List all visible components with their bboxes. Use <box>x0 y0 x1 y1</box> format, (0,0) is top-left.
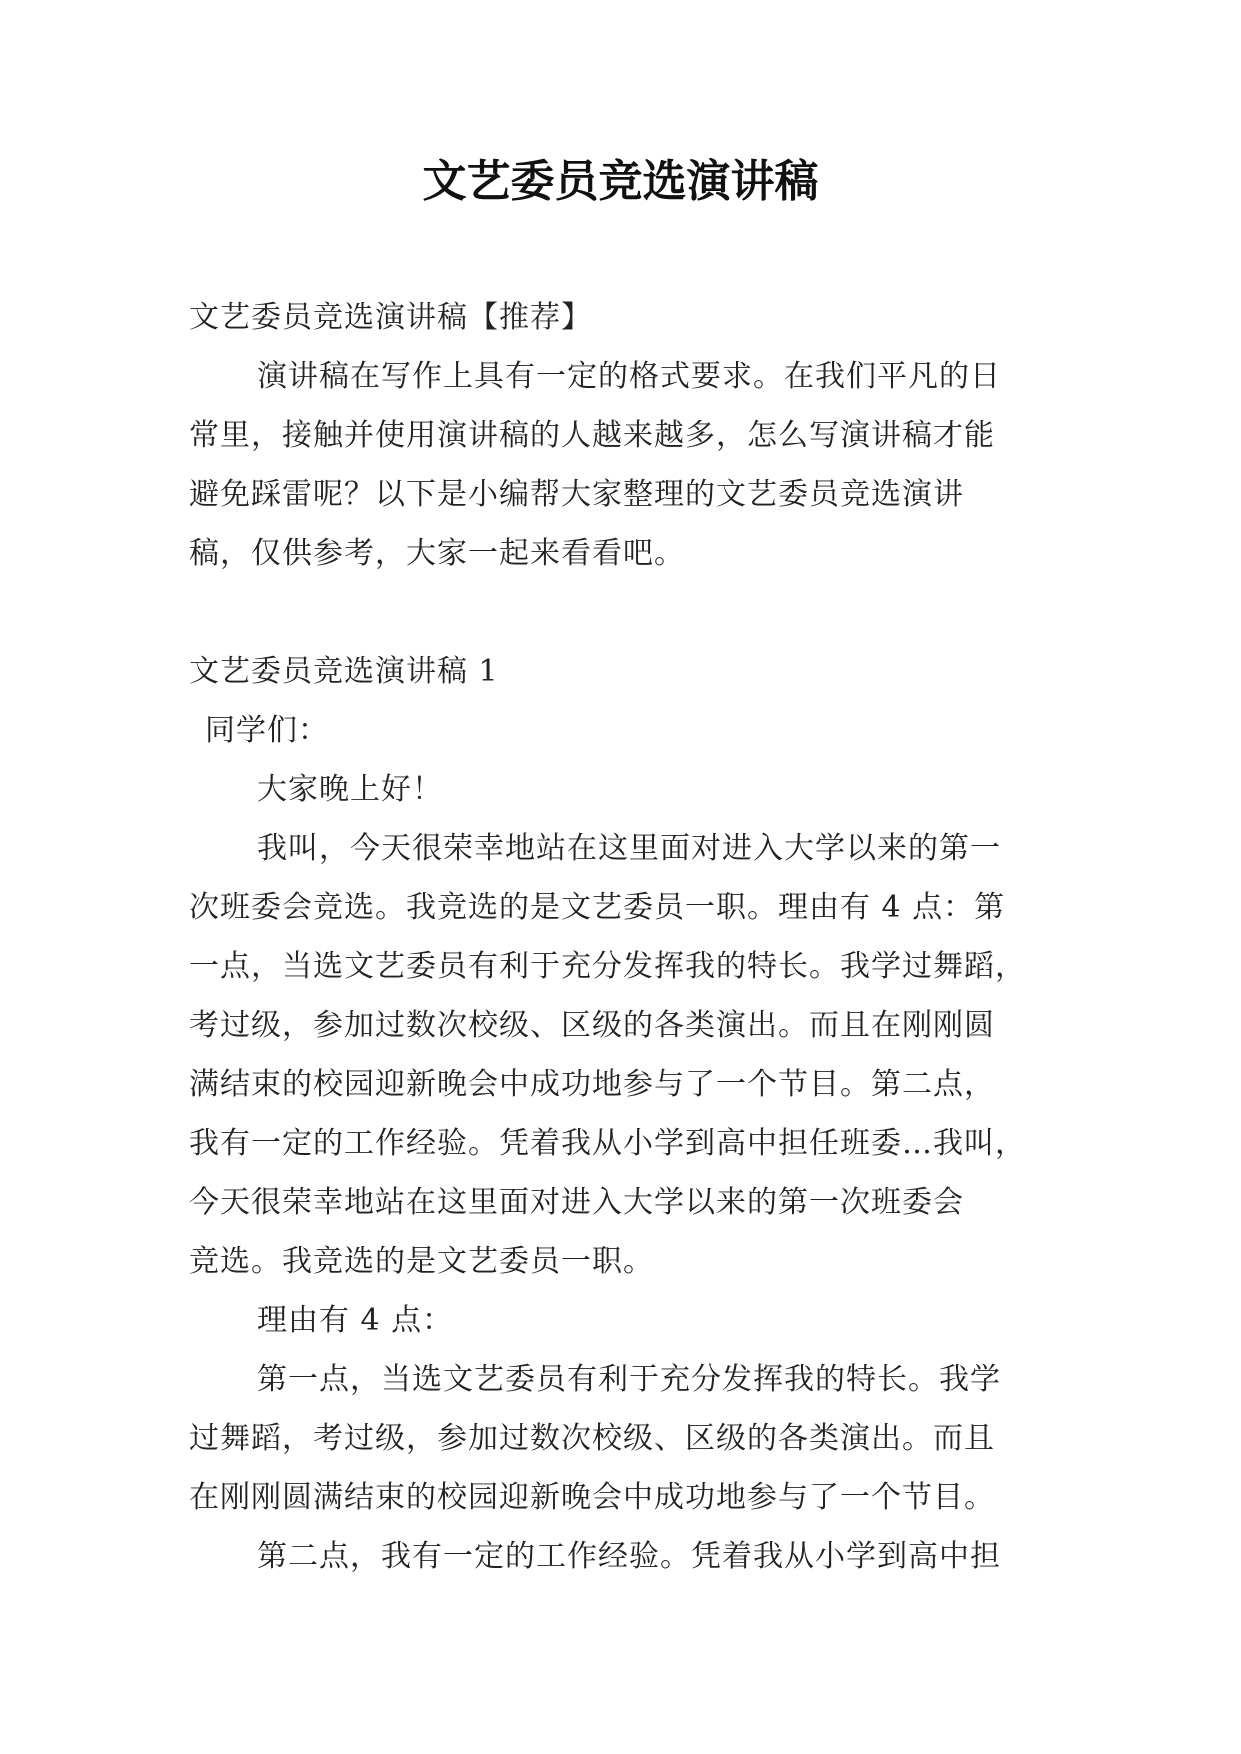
paragraph-line: 在刚刚圆满结束的校园迎新晚会中成功地参与了一个节目。 <box>189 1480 995 1515</box>
paragraph-line: 今天很荣幸地站在这里面对进入大学以来的第一次班委会 <box>189 1185 964 1220</box>
paragraph-line: 我有一定的工作经验。凭着我从小学到高中担任班委…我叫， <box>189 1126 1026 1161</box>
paragraph-line: 次班委会竞选。我竞选的是文艺委员一职。理由有 4 点：第 <box>189 890 1006 925</box>
document-subtitle: 文艺委员竞选演讲稿【推荐】 <box>189 300 592 335</box>
paragraph-line: 一点，当选文艺委员有利于充分发挥我的特长。我学过舞蹈， <box>189 949 1026 984</box>
paragraph-line: 考过级，参加过数次校级、区级的各类演出。而且在刚刚圆 <box>189 1008 995 1043</box>
intro-line: 避免踩雷呢？以下是小编帮大家整理的文艺委员竞选演讲 <box>189 477 964 512</box>
intro-line: 常里，接触并使用演讲稿的人越来越多，怎么写演讲稿才能 <box>189 418 995 453</box>
section-heading: 文艺委员竞选演讲稿 1 <box>189 654 499 689</box>
paragraph-line: 满结束的校园迎新晚会中成功地参与了一个节目。第二点， <box>189 1067 995 1102</box>
document-body <box>189 288 1054 1586</box>
paragraph-line: 过舞蹈，考过级，参加过数次校级、区级的各类演出。而且 <box>189 1421 995 1456</box>
document-title: 文艺委员竞选演讲稿 <box>422 156 819 207</box>
paragraph-line: 第二点，我有一定的工作经验。凭着我从小学到高中担 <box>257 1539 1001 1574</box>
paragraph-line: 我叫，今天很荣幸地站在这里面对进入大学以来的第一 <box>257 831 1001 866</box>
intro-line: 稿，仅供参考，大家一起来看看吧。 <box>189 536 685 571</box>
greeting: 大家晚上好！ <box>257 772 443 807</box>
reasons-heading: 理由有 4 点： <box>257 1303 454 1338</box>
paragraph-gap <box>189 583 1054 642</box>
paragraph-line: 竞选。我竞选的是文艺委员一职。 <box>189 1244 654 1279</box>
salutation: 同学们： <box>205 713 329 748</box>
intro-line: 演讲稿在写作上具有一定的格式要求。在我们平凡的日 <box>257 359 1001 394</box>
paragraph-line: 第一点，当选文艺委员有利于充分发挥我的特长。我学 <box>257 1362 1001 1397</box>
